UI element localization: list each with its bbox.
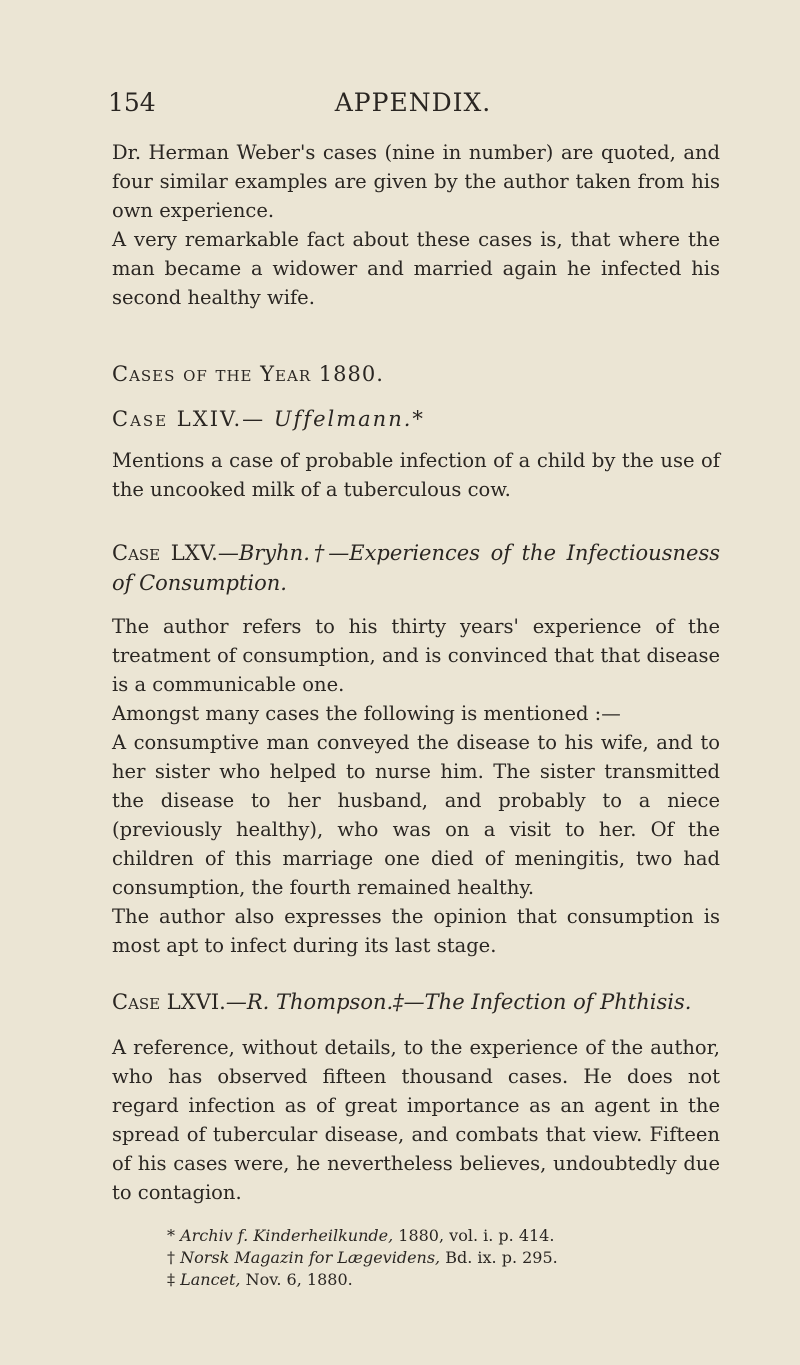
footnote-mark: *: [167, 1226, 181, 1245]
footnote-detail: 1880, vol. i. p. 414.: [393, 1226, 555, 1245]
case-paragraph: A consumptive man conveyed the disease to his wife, and to her sister who helped to nurse him. The sister transmitted the disease to her husband, and probably to a niece (previously healthy), who was on a visit to her. Of the children of this marriage one died of meningitis, two had consumption, the fourth remained healthy.: [112, 731, 720, 899]
intro-paragraph: Dr. Herman Weber's cases (nine in number) are quoted, and four similar examples are given by the author taken from his own experience.: [112, 141, 720, 222]
case-paragraph: The author refers to his thirty years' experience of the treatment of consumption, and is convinced that that disease is a communicable one.: [112, 615, 720, 696]
case-paragraph: A reference, without details, to the experience of the author, who has observed fifteen thousand cases. He does not regard infection as of great importance as an agent in the spread of tubercular disease, and combats that view. Fifteen of his cases were, he nevertheless believes, undoubtedly due to contagion.: [112, 1036, 720, 1204]
page-body: [112, 138, 720, 1291]
footnote-detail: Nov. 6, 1880.: [240, 1270, 353, 1289]
running-title: APPENDIX.: [334, 88, 492, 117]
footnote: [167, 1269, 720, 1291]
case-label: Case LXV.: [112, 541, 218, 565]
footnote-mark: ‡: [167, 1270, 181, 1289]
case-dash: —: [225, 990, 247, 1014]
case-author: Bryhn.†: [238, 541, 329, 565]
page-header: [108, 88, 718, 128]
footnote-source: Lancet,: [180, 1270, 241, 1289]
case-title: —The Infection of Phthisis.: [403, 990, 692, 1014]
case-heading: [112, 988, 720, 1017]
case-author: R. Thompson.‡: [246, 990, 404, 1014]
footnote-detail: Bd. ix. p. 295.: [440, 1248, 558, 1267]
case-dash: —: [217, 541, 239, 565]
case-label: Case LXIV.: [112, 407, 243, 431]
case-title: —Experiences of the Infectiousness of Consumption.: [112, 541, 720, 595]
footnote: [167, 1225, 720, 1247]
page-number: 154: [108, 88, 156, 117]
case-author: Uffelmann.*: [273, 407, 425, 431]
case-paragraph: Amongst many cases the following is mentioned :—: [112, 702, 621, 725]
case-heading: [112, 538, 720, 598]
footnote-source: Norsk Magazin for Lægevidens,: [180, 1248, 441, 1267]
intro-paragraph: A very remarkable fact about these cases is, that where the man became a widower and married again he infected his second healthy wife.: [112, 228, 720, 309]
section-heading: Cases of the Year 1880.: [112, 362, 384, 386]
case-heading: [112, 405, 720, 434]
footnote-source: Archiv f. Kinderheilkunde,: [180, 1226, 394, 1245]
footnotes: [112, 1225, 720, 1291]
case-label: Case LXVI.: [112, 990, 226, 1014]
case-paragraph: The author also expresses the opinion that consumption is most apt to infect during its last stage.: [112, 905, 720, 957]
case-paragraph: Mentions a case of probable infection of a child by the use of the uncooked milk of a tuberculous cow.: [112, 449, 720, 501]
footnote: [167, 1247, 720, 1269]
case-dash: —: [242, 407, 274, 431]
footnote-mark: †: [167, 1248, 181, 1267]
